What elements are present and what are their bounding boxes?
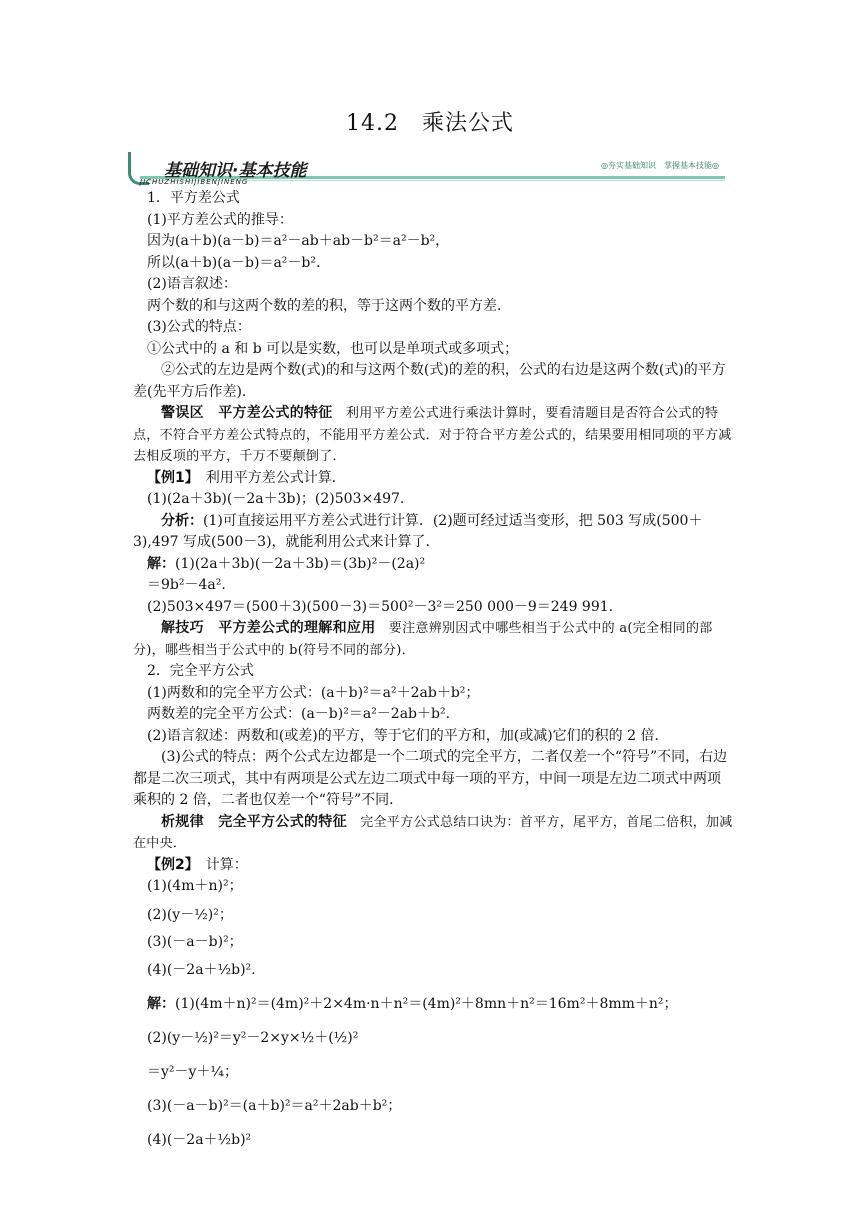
banner-pinyin: JICHUZHISHIJIBENJINENG — [140, 178, 249, 186]
banner-slogan: ◎夯实基础知识 掌握基本技能◎ — [601, 161, 719, 170]
solution-label: 解： — [147, 555, 175, 572]
heading-difference-of-squares: 1．平方差公式 — [147, 190, 240, 206]
solution-label: 解： — [147, 996, 175, 1012]
text-line: (2)(y－½)²＝y²－2×y×½＋(½)² — [147, 1030, 359, 1046]
heading-perfect-square: 2．完全平方公式 — [147, 663, 254, 679]
text-line: (3)公式的特点： — [147, 319, 251, 335]
example-heading — [133, 468, 733, 490]
text-line: (1)(2a＋3b)(－2a＋3b)；(2)503×497. — [147, 491, 405, 507]
tip-paragraph — [133, 618, 733, 661]
text-line: (1)(4m＋n)²； — [147, 878, 243, 894]
text-line: (2)(y－½)²； — [147, 906, 233, 923]
page-title: 14.2 乘法公式 — [346, 111, 514, 136]
analysis-text: (1)可直接运用平方差公式进行计算．(2)题可经过适当变形，把 503 写成(500＋3),497 写成(500－3)，就能利用公式来计算了． — [133, 512, 703, 550]
text-line: ＝9b²－4a². — [147, 577, 226, 593]
solution-line — [133, 987, 733, 1021]
solution-line — [133, 554, 733, 576]
text-line: (2)语言叙述： — [147, 276, 237, 292]
document-body — [133, 188, 733, 1157]
text-line: ＝y²－y＋¼； — [147, 1064, 238, 1080]
text-line: (1)两数和的完全平方公式：(a＋b)²＝a²＋2ab＋b²； — [147, 684, 480, 701]
example-label: 【例2】 — [147, 856, 192, 873]
section-banner — [128, 150, 725, 190]
text-line: ①公式中的 a 和 b 可以是实数，也可以是单项式或多项式； — [147, 340, 519, 357]
text-line: (3)(－a－b)²＝(a＋b)²＝a²＋2ab＋b²； — [147, 1098, 402, 1114]
solution-text: (1)(4m＋n)²＝(4m)²＋2×4m·n＋n²＝(4m)²＋8mn＋n²＝16m²＋8mm＋n²； — [175, 996, 678, 1012]
example-text: 利用平方差公式计算． — [191, 469, 346, 486]
tip-text: 利用平方差公式进行乘法计算时，要看清题目是否符合公式的特点，不符合平方差公式特点的，不能用平方差公式．对于符合平方差公式的，结果要用相同项的平方减去相反项的平方，千万不要颠倒了． — [133, 406, 732, 464]
tip-text: 要注意辨别因式中哪些相当于公式中的 a(完全相同的部分)，哪些相当于公式中的 b(符号不同的部分)． — [133, 621, 713, 658]
tip-label: 解技巧 平方差公式的理解和应用 — [161, 620, 376, 636]
tip-label: 析规律 完全平方公式的特征 — [161, 813, 347, 830]
text-line: (1)平方差公式的推导： — [147, 211, 293, 228]
text-line: (4)(－2a＋½b)² — [147, 1132, 252, 1148]
solution-text: (1)(2a＋3b)(－2a＋3b)＝(3b)²－(2a)² — [175, 555, 426, 572]
analysis-label: 分析： — [161, 512, 203, 529]
text-line: (4)(－2a＋½b)². — [147, 962, 256, 978]
tip-paragraph — [133, 403, 733, 468]
text-line: 所以(a＋b)(a－b)＝a²－b². — [147, 254, 321, 271]
banner-heading: 基础知识·基本技能 — [164, 161, 307, 181]
example-label: 【例1】 — [147, 469, 192, 486]
text-line: 两个数的和与这两个数的差的积，等于这两个数的平方差． — [147, 297, 511, 314]
text-paragraph: (3)公式的特点：两个公式左边都是一个二项式的完全平方，二者仅差一个“符号”不同，右边都是二次三项式，其中有两项是公式左边二项式中每一项的平方，中间一项是左边二项式中两项乘积的 2 倍，二者也仅差一个“符号”不同． — [133, 749, 728, 808]
text-line: 两数差的完全平方公式：(a－b)²＝a²－2ab＋b². — [147, 706, 451, 722]
text-paragraph: ②公式的左边是两个数(式)的和与这两个数(式)的差的积，公式的右边是这两个数(式)的平方差(先平方后作差)． — [133, 362, 726, 400]
analysis-paragraph — [133, 511, 733, 554]
text-line: (3)(－a－b)²； — [147, 933, 243, 950]
example-text: 计算： — [191, 856, 248, 873]
text-line: (2)503×497＝(500＋3)(500－3)＝500²－3²＝250 000－9＝249 991. — [147, 598, 614, 615]
example-heading — [133, 855, 733, 877]
text-line: 因为(a＋b)(a－b)＝a²－ab＋ab－b²＝a²－b²， — [147, 233, 450, 249]
text-line: (2)语言叙述：两数和(或差)的平方，等于它们的平方和，加(或减)它们的积的 2 倍． — [147, 727, 669, 744]
tip-paragraph — [133, 812, 733, 855]
tip-label: 警误区 平方差公式的特征 — [161, 405, 333, 421]
tip-text: 完全平方公式总结口诀为：首平方，尾平方，首尾二倍积，加减在中央． — [133, 814, 733, 851]
